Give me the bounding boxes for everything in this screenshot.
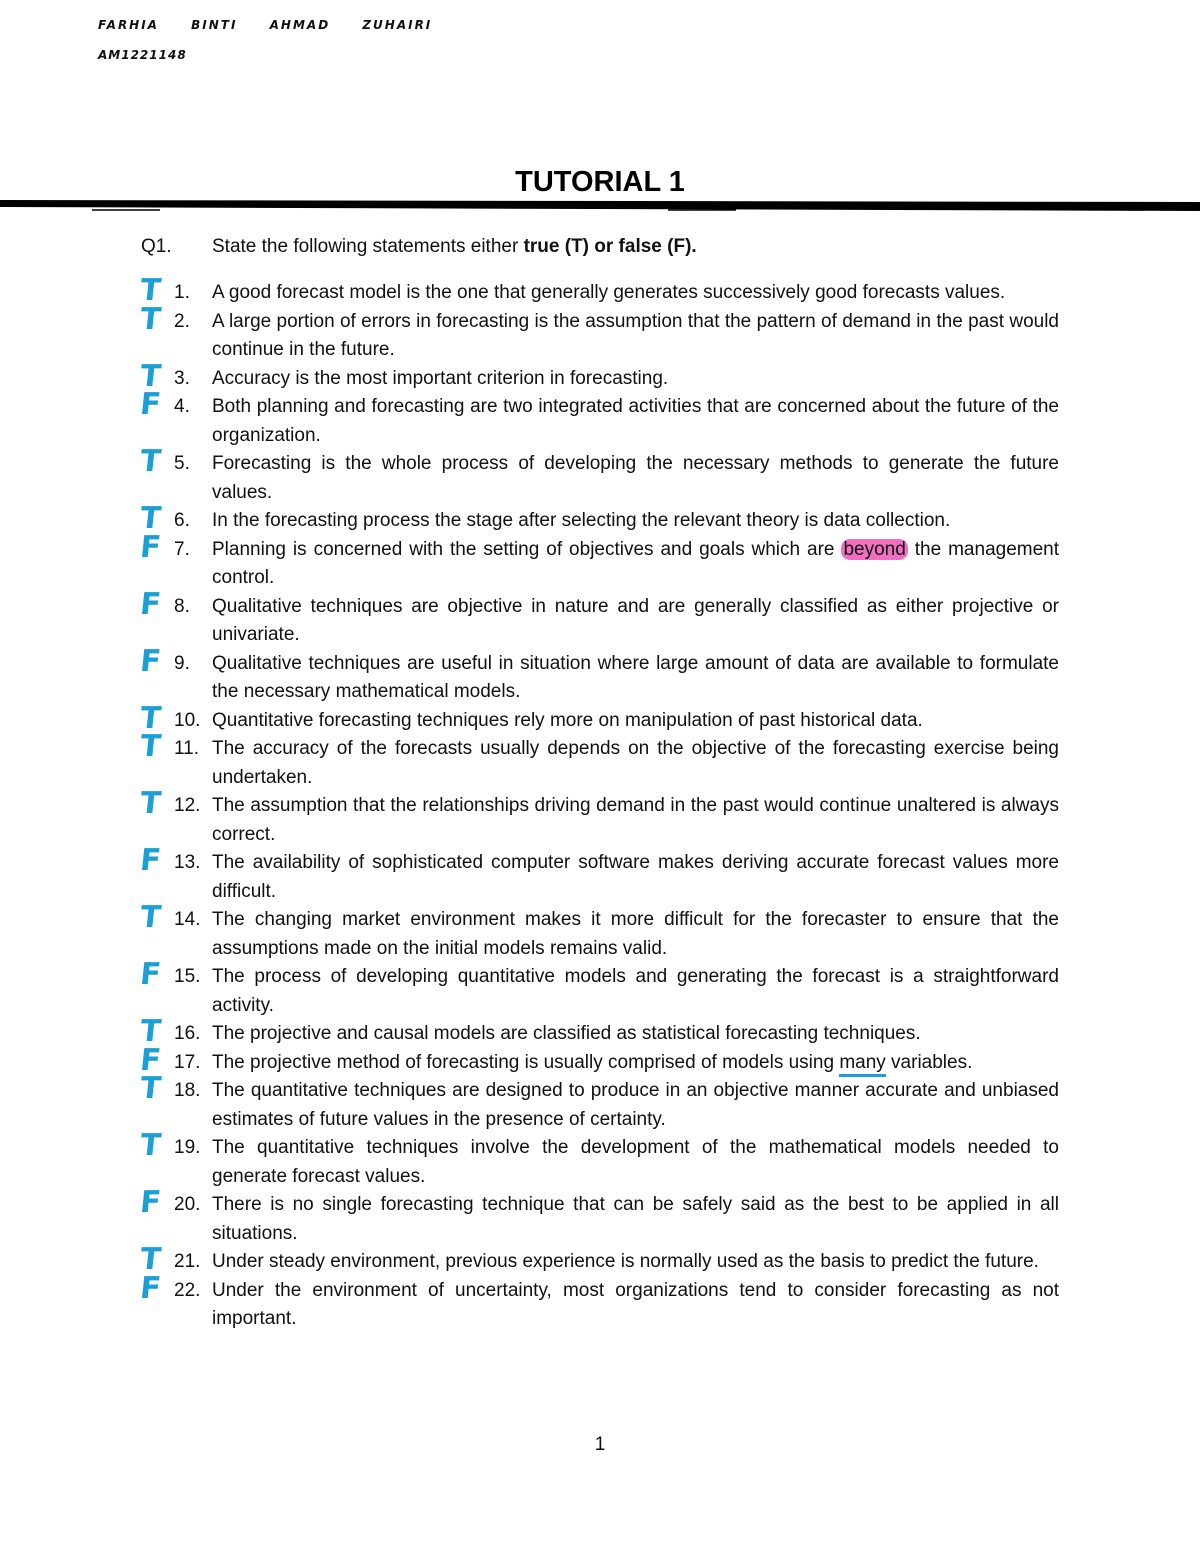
- list-item: [0, 501, 1200, 536]
- list-item: [0, 1270, 1200, 1334]
- item-statement: The process of developing quantitative models and generating the forecast is a straightforward activity.: [212, 966, 1059, 1016]
- statement-part: Planning is concerned with the setting of objectives and goals which are: [212, 538, 842, 560]
- list-item: [0, 1185, 1200, 1248]
- handwritten-student-id: AM1221148: [98, 48, 187, 62]
- list-item: [0, 843, 1200, 906]
- item-number: 16.: [174, 1023, 201, 1044]
- item-statement: A good forecast model is the one that generally generates successively good forecasts values.: [212, 282, 1006, 303]
- item-statement: Under the environment of uncertainty, most organizations tend to consider forecasting as not important.: [212, 1279, 1059, 1329]
- item-statement: Qualitative techniques are useful in situation where large amount of data are available to formulate the necessary mathematical models.: [212, 652, 1059, 702]
- item-statement: [212, 536, 1059, 593]
- item-number: 15.: [174, 966, 201, 987]
- handwritten-answer-mark: T: [138, 900, 163, 935]
- handwritten-answer-mark: T: [138, 1242, 163, 1277]
- list-item: [0, 358, 1200, 394]
- item-number: 10.: [174, 709, 201, 731]
- handwritten-answer-mark: T: [138, 786, 163, 821]
- statement-part: The projective method of forecasting is usually comprised of models using: [212, 1051, 840, 1073]
- handwritten-answer-mark: F: [138, 1042, 163, 1078]
- item-statement: A large portion of errors in forecasting is the assumption that the pattern of demand in the past would continue in the future.: [212, 310, 1059, 360]
- list-item: [0, 387, 1200, 450]
- handwritten-answer-mark: F: [138, 1185, 163, 1220]
- list-item: [0, 1014, 1200, 1049]
- list-item: [0, 700, 1200, 736]
- handwritten-answer-mark: T: [138, 1071, 163, 1106]
- item-number: 11.: [174, 738, 200, 759]
- title-rule: [0, 196, 1200, 216]
- list-item: [0, 786, 1200, 849]
- item-statement: There is no single forecasting technique that can be safely said as the best to be applied in all situations.: [212, 1194, 1059, 1244]
- list-item: [0, 301, 1200, 365]
- item-statement: [212, 1049, 1059, 1078]
- item-statement: The assumption that the relationships driving demand in the past would continue unaltered is always correct.: [212, 795, 1059, 845]
- item-number: 5.: [174, 453, 190, 474]
- item-number: 13.: [174, 852, 201, 873]
- item-number: 19.: [174, 1137, 201, 1158]
- page-title: TUTORIAL 1: [515, 166, 685, 198]
- item-number: 1.: [174, 282, 190, 303]
- item-statement: In the forecasting process the stage after selecting the relevant theory is data collection.: [212, 510, 951, 531]
- question-label: Q1.: [141, 236, 172, 257]
- handwritten-answer-mark: T: [138, 301, 163, 337]
- handwritten-answer-mark: T: [138, 1014, 163, 1049]
- item-number: 4.: [174, 396, 190, 417]
- item-number: 20.: [174, 1194, 201, 1215]
- item-statement: The quantitative techniques are designed to produce in an objective manner accurate and unbiased estimates of future values in the presence of certainty.: [212, 1080, 1059, 1130]
- handwritten-answer-mark: F: [138, 643, 163, 679]
- statement-part: the management control.: [212, 538, 1060, 588]
- item-number: 9.: [174, 652, 190, 674]
- item-statement: The quantitative techniques involve the development of the mathematical models needed to generate forecast values.: [212, 1137, 1059, 1187]
- item-number: 14.: [174, 909, 201, 930]
- handwritten-answer-mark: T: [138, 729, 163, 764]
- item-statement: The accuracy of the forecasts usually depends on the objective of the forecasting exercise being undertaken.: [212, 738, 1059, 788]
- handwritten-answer-mark: F: [138, 1270, 163, 1306]
- list-item: [0, 444, 1200, 507]
- statement-list: [0, 273, 1200, 1334]
- handwritten-answer-mark: F: [138, 387, 163, 422]
- item-number: 17.: [174, 1051, 201, 1073]
- list-item: [0, 1242, 1200, 1277]
- handwritten-answer-mark: F: [138, 586, 163, 622]
- question-bold: true (T) or false (F).: [523, 236, 697, 257]
- item-statement: Forecasting is the whole process of developing the necessary methods to generate the future values.: [212, 453, 1059, 503]
- handwritten-answer-mark: T: [138, 501, 163, 536]
- handwritten-answer-mark: T: [138, 273, 163, 308]
- item-statement: Both planning and forecasting are two integrated activities that are concerned about the future of the organization.: [212, 396, 1059, 446]
- question-prefix: State the following statements either: [212, 236, 524, 257]
- question-instruction: [212, 236, 697, 258]
- item-number: 12.: [174, 795, 201, 816]
- handwritten-answer-mark: T: [138, 1128, 163, 1163]
- list-item: [0, 643, 1200, 707]
- item-number: 7.: [174, 538, 190, 560]
- item-statement: Qualitative techniques are objective in nature and are generally classified as either projective or univariate.: [212, 595, 1059, 645]
- handwritten-answer-mark: F: [138, 957, 163, 992]
- item-statement: The changing market environment makes it more difficult for the forecaster to ensure that the assumptions made on the initial models remains valid.: [212, 909, 1059, 959]
- highlighted-word: beyond: [843, 538, 906, 560]
- item-number: 18.: [174, 1080, 201, 1101]
- item-number: 3.: [174, 367, 190, 389]
- list-item: [0, 957, 1200, 1020]
- list-item: [0, 900, 1200, 963]
- list-item: [0, 1128, 1200, 1191]
- item-number: 21.: [174, 1251, 201, 1272]
- item-statement: The projective and causal models are classified as statistical forecasting techniques.: [212, 1023, 921, 1044]
- statement-part: variables.: [885, 1051, 973, 1073]
- list-item: [0, 729, 1200, 792]
- list-item: [0, 529, 1200, 593]
- item-number: 22.: [174, 1279, 201, 1301]
- item-statement: Quantitative forecasting techniques rely more on manipulation of past historical data.: [212, 709, 923, 731]
- item-statement: Accuracy is the most important criterion in forecasting.: [212, 367, 669, 389]
- list-item: [0, 273, 1200, 308]
- underlined-word: many: [839, 1052, 885, 1077]
- handwritten-answer-mark: F: [138, 843, 163, 878]
- handwritten-student-name: FARHIA BINTI AHMAD ZUHAIRI: [98, 18, 433, 32]
- handwritten-answer-mark: T: [138, 700, 163, 736]
- page-number: 1: [594, 1434, 606, 1455]
- list-item: [0, 586, 1200, 650]
- list-item: [0, 1042, 1200, 1078]
- item-statement: The availability of sophisticated computer software makes deriving accurate forecast values more difficult.: [212, 852, 1059, 902]
- list-item: [0, 1071, 1200, 1134]
- item-number: 6.: [174, 510, 190, 531]
- handwritten-answer-mark: T: [138, 358, 163, 394]
- handwritten-answer-mark: T: [138, 444, 163, 479]
- handwritten-answer-mark: F: [138, 529, 163, 565]
- item-number: 2.: [174, 310, 190, 332]
- item-number: 8.: [174, 595, 190, 617]
- item-statement: Under steady environment, previous experience is normally used as the basis to predict the future.: [212, 1251, 1039, 1272]
